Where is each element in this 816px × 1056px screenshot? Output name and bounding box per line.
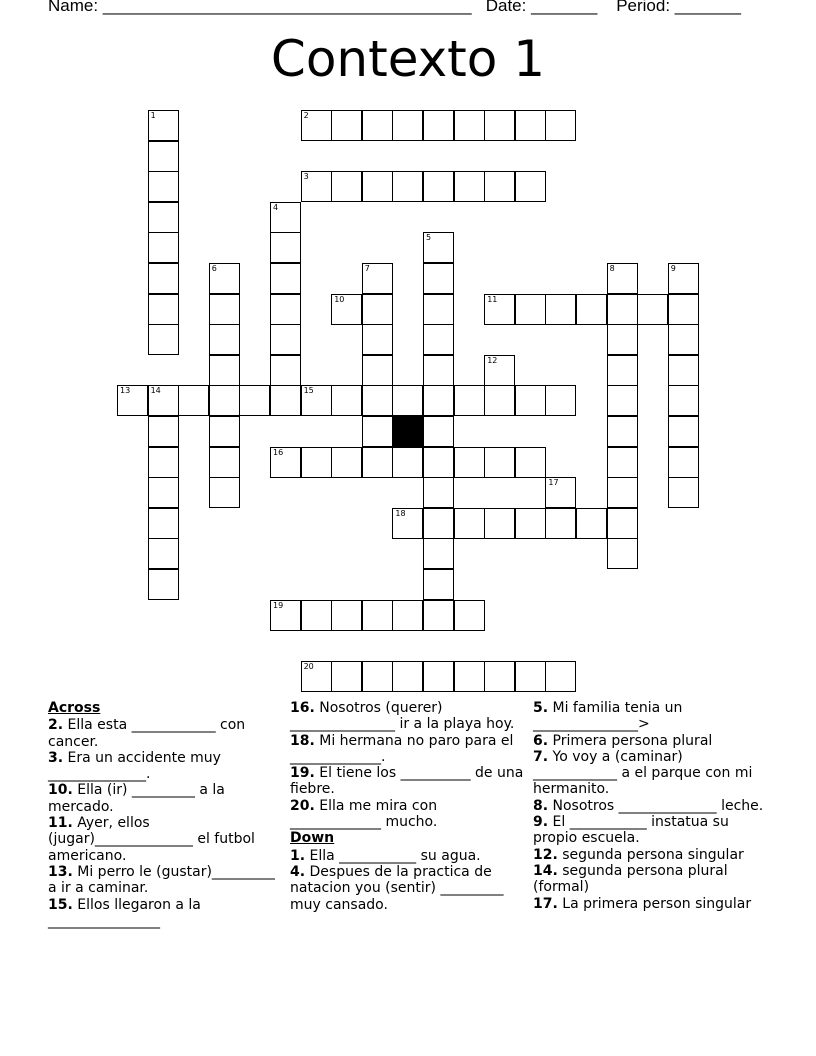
crossword-cell[interactable] [484,661,515,692]
clue-text: Ella ___________ su agua. [305,847,481,864]
clue-text: Mi perro le (gustar)_________ a ir a caminar. [48,863,275,897]
clue-number: 8 [609,264,615,273]
clue-number: 19 [273,600,284,610]
clue-num: 8. [533,797,549,814]
clues-column-2 [290,700,524,913]
crossword-cell[interactable] [392,661,423,692]
crossword-cell[interactable] [607,447,638,478]
clue-num: 15. [48,896,73,913]
crossword-cell[interactable] [209,294,240,325]
crossword-cell[interactable] [270,385,301,416]
crossword-cell[interactable] [270,202,301,233]
crossword-cell[interactable] [484,508,515,539]
crossword-cell[interactable] [515,294,546,325]
crossword-cell[interactable] [331,294,362,325]
crossword-cell[interactable] [209,385,240,416]
crossword-cell[interactable] [148,538,179,569]
crossword-cell[interactable] [270,447,301,478]
crossword-cell[interactable] [668,477,699,508]
crossword-cell[interactable] [148,477,179,508]
clue-num: 9. [533,814,549,831]
crossword-cell[interactable] [607,477,638,508]
crossword-cell[interactable] [423,508,454,539]
clue-number: 9 [670,264,676,273]
crossword-cell[interactable] [148,263,179,294]
crossword-cell[interactable] [545,385,576,416]
crossword-cell[interactable] [209,447,240,478]
down-heading: Down [290,830,335,847]
clue-item [48,897,280,930]
crossword-cell[interactable] [423,385,454,416]
clue-number: 15 [303,386,314,396]
clue-number: 5 [426,233,432,243]
crossword-cell[interactable] [545,294,576,325]
clue-item [533,700,765,733]
crossword-cell[interactable] [545,661,576,692]
crossword-cell[interactable] [362,416,393,447]
crossword-cell[interactable] [392,171,423,202]
across-clue-list-continued [290,700,524,830]
clue-number: 17 [548,478,559,488]
crossword-cell[interactable] [362,263,393,294]
clue-item [290,848,524,864]
name-blank[interactable]: _______________________________________ [102,0,472,15]
crossword-cell[interactable] [301,171,332,202]
clue-number: 4 [273,202,279,212]
crossword-cell[interactable] [668,385,699,416]
clue-num: 13. [48,863,73,880]
crossword-cell[interactable] [423,294,454,325]
clue-text: El tiene los __________ de una fiebre. [290,765,524,798]
clue-text: Ella me mira con _____________ mucho. [290,797,438,831]
crossword-cell[interactable] [423,569,454,600]
crossword-cell[interactable] [607,324,638,355]
clue-text: Ella esta ____________ con cancer. [48,717,246,750]
clue-item [48,782,280,815]
crossword-cell[interactable] [484,110,515,141]
crossword-cell[interactable] [148,508,179,539]
crossword-cell[interactable] [148,447,179,478]
clue-item [533,798,765,814]
crossword-cell[interactable] [484,294,515,325]
clue-number: 12 [487,355,498,365]
crossword-cell[interactable] [423,447,454,478]
crossword-cell[interactable] [454,171,485,202]
crossword-cell[interactable] [607,508,638,539]
crossword-cell[interactable] [301,110,332,141]
crossword-cell[interactable] [607,385,638,416]
crossword-cell[interactable] [362,661,393,692]
clue-num: 6. [533,732,549,749]
crossword-cell[interactable] [209,355,240,386]
crossword-cell[interactable] [331,171,362,202]
crossword-cell[interactable] [668,416,699,447]
crossword-cell[interactable] [454,110,485,141]
crossword-cell[interactable] [454,385,485,416]
clue-number: 3 [303,172,309,182]
period-blank[interactable]: _______ [674,0,741,15]
crossword-cell[interactable] [423,416,454,447]
clue-item [533,847,765,863]
clue-text: Ayer, ellos (jugar)______________ el futbol americano. [48,815,255,864]
clues-column-1 [48,700,280,929]
clue-text: Nosotros ______________ leche. [548,797,764,814]
clue-item [533,896,765,912]
crossword-cell[interactable] [270,263,301,294]
crossword-cell[interactable] [423,600,454,631]
clue-num: 4. [290,863,306,880]
crossword-cell[interactable] [209,477,240,508]
crossword-cell[interactable] [607,538,638,569]
down-clue-list-continued [533,700,765,912]
clue-text: Ellos llegaron a la ________________ [48,896,201,929]
crossword-cell[interactable] [362,600,393,631]
crossword-cell[interactable] [607,355,638,386]
clue-number: 14 [150,386,161,396]
crossword-cell[interactable] [362,110,393,141]
crossword-cell[interactable] [668,447,699,478]
crossword-cell[interactable] [270,600,301,631]
date-blank[interactable]: _______ [531,0,598,15]
crossword-cell[interactable] [515,661,546,692]
clue-number: 2 [303,111,309,120]
crossword-cell[interactable] [423,110,454,141]
crossword-cell[interactable] [515,447,546,478]
crossword-cell[interactable] [362,171,393,202]
crossword-cell[interactable] [178,385,209,416]
clue-number: 1 [150,111,156,120]
clue-number: 10 [334,294,345,304]
crossword-cell[interactable] [545,508,576,539]
crossword-cell[interactable] [454,600,485,631]
crossword-cell[interactable] [362,294,393,325]
clue-number: 11 [487,294,498,304]
clue-text: Yo voy a (caminar) ____________ a el parque con mi hermanito. [533,748,753,798]
crossword-cell[interactable] [148,294,179,325]
clue-item [533,749,765,798]
clue-text: La primera person singular [557,895,752,912]
clue-num: 19. [290,765,315,782]
period-label: Period: [616,0,671,15]
clue-num: 1. [290,847,306,864]
clue-number: 18 [395,508,406,518]
clue-num: 16. [290,700,315,716]
down-clue-list [290,848,524,913]
date-label: Date: [485,0,527,15]
clue-num: 7. [533,748,549,765]
clue-num: 2. [48,717,64,734]
crossword-cell[interactable] [423,661,454,692]
clue-text: segunda persona singular [557,846,744,863]
clue-num: 3. [48,749,64,766]
crossword-cell[interactable] [362,355,393,386]
clue-num: 14. [533,862,558,879]
crossword-cell[interactable] [148,141,179,172]
crossword-cell[interactable] [270,324,301,355]
crossword-cell[interactable] [239,385,270,416]
crossword-cell[interactable] [423,355,454,386]
crossword-cell[interactable] [484,355,515,386]
crossword-cell[interactable] [270,232,301,263]
crossword-cell[interactable] [668,324,699,355]
crossword-cell[interactable] [148,171,179,202]
crossword-cell[interactable] [454,661,485,692]
crossword-cell[interactable] [392,447,423,478]
crossword-cell[interactable] [148,110,179,141]
crossword-cell[interactable] [454,447,485,478]
crossword-cell[interactable] [423,538,454,569]
crossword-cell[interactable] [148,324,179,355]
crossword-cell[interactable] [392,600,423,631]
crossword-cell[interactable] [637,294,668,325]
crossword-cell[interactable] [515,110,546,141]
crossword-cell[interactable] [331,661,362,692]
crossword-cell[interactable] [331,110,362,141]
clue-number: 7 [364,264,370,273]
crossword-cell[interactable] [607,263,638,294]
crossword-cell[interactable] [484,171,515,202]
crossword-cell[interactable] [362,324,393,355]
crossword-cell[interactable] [209,324,240,355]
clue-num: 18. [290,732,315,749]
crossword-cell[interactable] [515,171,546,202]
clue-text: El ___________ instatua su propio escuela. [533,814,729,847]
crossword-cell[interactable] [392,385,423,416]
crossword-cell[interactable] [668,263,699,294]
clue-item [48,815,280,864]
crossword-cell[interactable] [607,416,638,447]
crossword-cell[interactable] [301,600,332,631]
clue-item [533,733,765,749]
crossword-cell[interactable] [270,355,301,386]
name-label: Name: [48,0,99,15]
clue-num: 20. [290,797,315,814]
crossword-cell[interactable] [301,447,332,478]
crossword-cell[interactable] [148,569,179,600]
clue-number: 16 [273,447,284,457]
crossword-cell[interactable] [331,447,362,478]
crossword-cell[interactable] [362,385,393,416]
black-square [392,416,423,447]
clue-num: 11. [48,815,73,832]
clue-text: Despues de la practica de natacion you (sentir) _________ muy cansado. [290,863,504,913]
crossword-cell[interactable] [668,355,699,386]
clue-item [48,750,280,783]
clue-text: Nosotros (querer) _______________ ir a la playa hoy. [290,700,515,733]
across-clue-list [48,717,280,929]
clue-number: 20 [303,661,314,671]
crossword-cell[interactable] [668,294,699,325]
puzzle-title: Contexto 1 [270,30,546,88]
clue-item [290,733,524,766]
clue-text: segunda persona plural (formal) [533,862,728,896]
crossword-cell[interactable] [576,508,607,539]
crossword-cell[interactable] [392,508,423,539]
crossword-cell[interactable] [484,385,515,416]
crossword-cell[interactable] [331,385,362,416]
clue-item [533,863,765,896]
crossword-cell[interactable] [423,324,454,355]
clue-num: 12. [533,846,558,863]
clue-text: Primera persona plural [548,732,713,749]
clue-text: Era un accidente muy ______________. [48,749,221,783]
clue-num: 5. [533,700,549,716]
crossword-cell[interactable] [148,416,179,447]
across-heading: Across [48,700,101,716]
crossword-cell[interactable] [209,416,240,447]
clue-item [48,717,280,750]
crossword-cell[interactable] [148,202,179,233]
clue-item [290,700,524,733]
clue-text: Ella (ir) _________ a la mercado. [48,782,225,815]
crossword-cell[interactable] [545,110,576,141]
clue-num: 17. [533,895,558,912]
crossword-cell[interactable] [392,110,423,141]
crossword-cell[interactable] [515,385,546,416]
crossword-cell[interactable] [117,385,148,416]
clue-num: 10. [48,782,73,799]
crossword-cell[interactable] [301,385,332,416]
clue-item [290,765,524,798]
clues-column-3 [533,700,765,912]
crossword-cell[interactable] [484,447,515,478]
crossword-cell[interactable] [301,661,332,692]
crossword-cell[interactable] [545,477,576,508]
clue-number: 13 [120,386,131,396]
crossword-cell[interactable] [423,232,454,263]
clue-item [290,798,524,831]
crossword-cell[interactable] [607,294,638,325]
crossword-cell[interactable] [423,263,454,294]
crossword-cell[interactable] [423,477,454,508]
clue-item [290,864,524,913]
crossword-cell[interactable] [515,508,546,539]
crossword-cell[interactable] [148,385,179,416]
clue-number: 6 [211,264,217,273]
clue-text: Mi hermana no paro para el _____________. [290,732,514,765]
crossword-cell[interactable] [331,600,362,631]
crossword-cell[interactable] [148,232,179,263]
clue-item [48,864,280,897]
clue-item [533,814,765,847]
crossword-cell[interactable] [362,447,393,478]
crossword-cell[interactable] [209,263,240,294]
crossword-cell[interactable] [423,171,454,202]
crossword-cell[interactable] [454,508,485,539]
crossword-cell[interactable] [270,294,301,325]
crossword-cell[interactable] [576,294,607,325]
clue-text: Mi familia tenia un _______________> [533,700,683,733]
